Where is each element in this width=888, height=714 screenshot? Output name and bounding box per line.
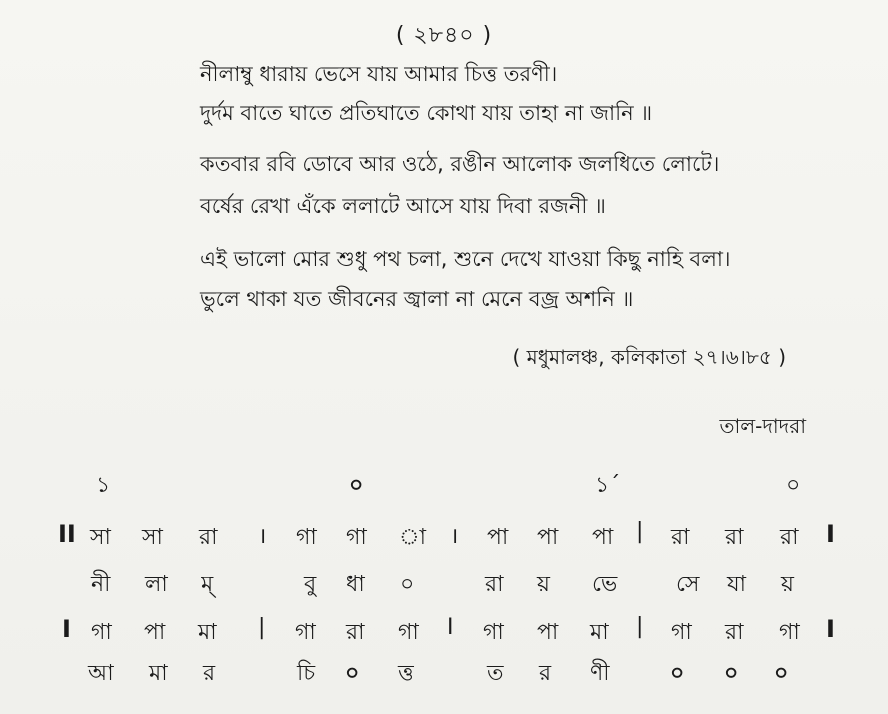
row2-syllable-1: নী <box>91 572 111 597</box>
row2-syllable-7: রা <box>485 572 504 597</box>
row3-cell-4: | <box>258 615 266 640</box>
row4-syllable-9: ণী <box>590 661 610 686</box>
row3-cell-10: পা <box>537 620 559 645</box>
row4-syllable-4: চি <box>297 661 316 686</box>
row1-cell-5: গা <box>296 525 317 550</box>
row3-cell-2: পা <box>144 620 166 645</box>
row3-start-bar: I <box>62 615 71 643</box>
row1-cell-12: | <box>636 519 644 544</box>
row1-cell-2: সা <box>142 525 163 550</box>
beat-marker-2: ০ <box>349 473 364 498</box>
row3-cell-14: রা <box>725 620 744 645</box>
row1-start-bar: II <box>58 520 76 548</box>
row3-cell-1: গা <box>91 620 112 645</box>
row1-cell-6: গা <box>346 525 367 550</box>
row4-syllable-10: ০ <box>670 661 685 686</box>
row2-syllable-6: ০ <box>400 572 415 597</box>
row1-cell-14: রা <box>725 525 744 550</box>
row1-cell-8: । <box>450 524 459 549</box>
row3-end-bar: I <box>826 615 835 643</box>
row1-cell-13: রা <box>671 525 690 550</box>
source-citation: ( মধুমালঞ্চ, কলিকাতা ২৭।৬।৮৫ ) <box>512 345 786 369</box>
row1-cell-15: রা <box>780 525 799 550</box>
row1-cell-1: সা <box>90 525 111 550</box>
beat-marker-4: ০ <box>786 473 801 498</box>
lyric-line-2: দুর্দম বাতে ঘাতে প্রতিঘাতে কোথা যায় তাহা না জানি ॥ <box>200 101 653 125</box>
row3-cell-9: গা <box>483 620 504 645</box>
taal-label: তাল-দাদরা <box>719 414 806 438</box>
row1-end-bar: I <box>826 520 835 548</box>
row1-cell-10: পা <box>537 525 559 550</box>
row3-cell-12: | <box>636 614 644 639</box>
row2-syllable-2: লা <box>145 572 168 597</box>
row4-syllable-2: মা <box>149 661 168 686</box>
row1-cell-9: পা <box>487 525 509 550</box>
row1-cell-4: । <box>258 524 267 549</box>
row1-cell-7: া <box>399 525 426 550</box>
row1-cell-11: পা <box>592 525 614 550</box>
lyric-line-1: নীলাম্বু ধারায় ভেসে যায় আমার চিত্ত তরণী। <box>200 62 558 86</box>
row4-syllable-5: ০ <box>345 661 360 686</box>
row2-syllable-11: যা <box>727 572 747 597</box>
row4-syllable-1: আ <box>88 661 114 686</box>
row3-cell-7: গা <box>398 620 419 645</box>
beat-marker-1: ১ <box>96 473 111 498</box>
row1-cell-3: রা <box>199 525 218 550</box>
row3-cell-6: রা <box>346 620 365 645</box>
lyric-line-6: ভুলে থাকা যত জীবনের জ্বালা না মেনে বজ্র অশনি ॥ <box>200 287 634 311</box>
row3-cell-15: গা <box>779 620 800 645</box>
lyric-line-5: এই ভালো মোর শুধু পথ চলা, শুনে দেখে যাওয়া কিছু নাহি বলা। <box>200 247 731 271</box>
lyric-line-3: কতবার রবি ডোবে আর ওঠে, রঙীন আলোক জলধিতে লোটে। <box>200 152 720 176</box>
beat-marker-3: ১´ <box>595 473 621 498</box>
row2-syllable-12: য় <box>781 572 794 597</box>
row2-syllable-10: সে <box>676 572 700 597</box>
row2-syllable-4: বু <box>304 572 317 597</box>
row4-syllable-6: ত্ত <box>398 661 414 686</box>
row4-syllable-3: র <box>203 661 216 686</box>
page-number: ( ২৮৪০ ) <box>395 23 493 48</box>
row2-syllable-5: ধা <box>346 572 365 597</box>
row4-syllable-11: ০ <box>724 661 739 686</box>
row2-syllable-3: ম্ <box>201 572 214 597</box>
lyric-line-4: বর্ষের রেখা এঁকে ললাটে আসে যায় দিবা রজনী ॥ <box>200 194 606 218</box>
row3-cell-11: মা <box>590 620 609 645</box>
row3-cell-8: I <box>447 615 454 640</box>
row4-syllable-12: ০ <box>774 661 789 686</box>
row3-cell-5: গা <box>295 620 316 645</box>
row2-syllable-8: য় <box>537 572 550 597</box>
row4-syllable-8: র <box>539 661 552 686</box>
row3-cell-13: গা <box>671 620 692 645</box>
row2-syllable-9: ভে <box>592 572 618 597</box>
row3-cell-3: মা <box>198 620 217 645</box>
row4-syllable-7: ত <box>487 661 504 686</box>
